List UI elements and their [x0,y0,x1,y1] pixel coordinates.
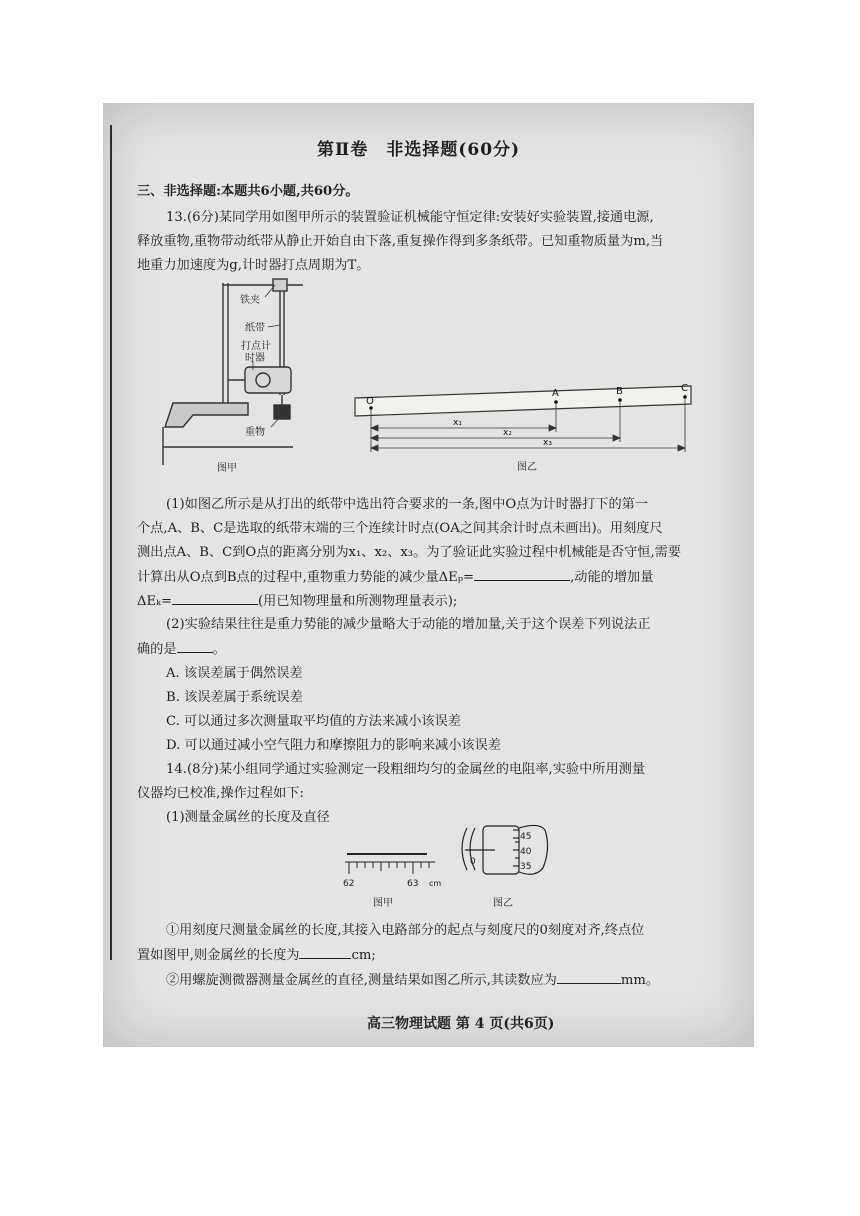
micrometer-figure [453,808,558,913]
caption-fig-jia: 图甲 [217,463,237,474]
ruler-tick-62: 62 [343,879,355,889]
micrometer-scale-35: 35 [520,862,532,872]
q13-line3: 地重力加速度为g,计时器打点周期为T。 [137,258,370,273]
label-clamp: 铁夹 [240,295,260,306]
q13-p1-line3: 测出点A、B、C到O点的距离分别为x₁、x₂、x₃。为了验证此实验过程中机械能是否守恒,需要 [137,545,682,560]
paper-tape-figure [353,378,698,478]
q13-p2-line2: 确的是 。 [137,642,226,657]
option-d: D. 可以通过减小空气阻力和摩擦阻力的影响来减小该误差 [166,738,501,753]
q14-c1-line2: 置如图甲,则金属丝的长度为 cm; [137,948,376,963]
answer-blank-choice[interactable] [177,640,213,653]
q14-c1-line1: ①用刻度尺测量金属丝的长度,其接入电路部分的起点与刻度尺的0刻度对齐,终点位 [166,923,645,938]
point-b-dot [618,398,622,402]
point-a-label: A [552,388,559,399]
ruler-tick-63: 63 [407,879,419,889]
ruler-unit: cm [429,879,442,888]
x1-label: x₁ [453,418,462,428]
label-timer-1: 打点计 [241,341,271,352]
option-b: B. 该误差属于系统误差 [166,690,303,705]
section-header: 三、非选择题:本题共6小题,共60分。 [137,184,359,199]
point-o-label: O [366,396,374,407]
micrometer-scale-45: 45 [520,832,532,842]
q13-line1: 13.(6分)某同学用如图甲所示的装置验证机械能守恒定律:安装好实验装置,接通电源, [166,210,654,225]
q13-line2: 释放重物,重物带动纸带从静止开始自由下落,重复操作得到多条纸带。已知重物质量为m,当 [137,234,664,249]
q14-c2-line1: ②用螺旋测微器测量金属丝的直径,测量结果如图乙所示,其读数应为 mm。 [166,973,660,988]
q14-line2: 仪器均已校准,操作过程如下: [137,786,304,801]
q14-line1: 14.(8分)某小组同学通过实验测定一段粗细均匀的金属丝的电阻率,实验中所用测量 [166,762,646,777]
page-footer: 高三物理试题 第 4 页(共6页) [367,1016,555,1032]
option-a: A. 该误差属于偶然误差 [166,666,303,681]
ruler-figure [343,848,453,913]
x2-label: x₂ [503,428,512,438]
q13-p1-line4: 计算出从O点到B点的过程中,重物重力势能的减少量ΔEₚ= ,动能的增加量 [137,570,654,585]
answer-blank-ek[interactable] [172,592,258,605]
micrometer-zero: 0 [470,857,476,867]
option-c: C. 可以通过多次测量取平均值的方法来减小该误差 [166,714,461,729]
point-b-label: B [616,386,623,397]
margin-line [110,125,112,960]
q13-p1-line2: 个点,A、B、C是选取的纸带末端的三个连续计时点(OA之间其余计时点未画出)。用刻度尺 [137,521,663,536]
section-title: 第Ⅱ卷 非选择题(60分) [317,140,521,160]
micrometer-scale-40: 40 [520,847,532,857]
answer-blank-diameter[interactable] [557,971,621,984]
point-c-label: C [681,383,688,394]
answer-blank-ep[interactable] [474,568,570,581]
x3-label: x₃ [543,438,552,448]
answer-blank-length[interactable] [299,946,351,959]
caption-micrometer: 图乙 [493,898,513,909]
point-a-dot [554,400,558,404]
q13-p1-line5: ΔEₖ= (用已知物理量和所测物理量表示); [137,594,458,609]
label-tape: 纸带 [245,323,265,334]
label-timer-2: 时器 [245,353,265,364]
label-weight: 重物 [245,427,265,438]
point-c-dot [683,395,687,399]
q14-sub1: (1)测量金属丝的长度及直径 [166,810,330,825]
q13-p1-line1: (1)如图乙所示是从打出的纸带中选出符合要求的一条,图中O点为计时器打下的第一 [166,497,649,512]
exam-page-photo [103,103,754,1047]
apparatus-figure [153,275,373,475]
caption-fig-yi: 图乙 [517,462,537,473]
caption-ruler: 图甲 [373,898,393,909]
q13-p2-line1: (2)实验结果往往是重力势能的减少量略大于动能的增加量,关于这个误差下列说法正 [166,617,651,632]
